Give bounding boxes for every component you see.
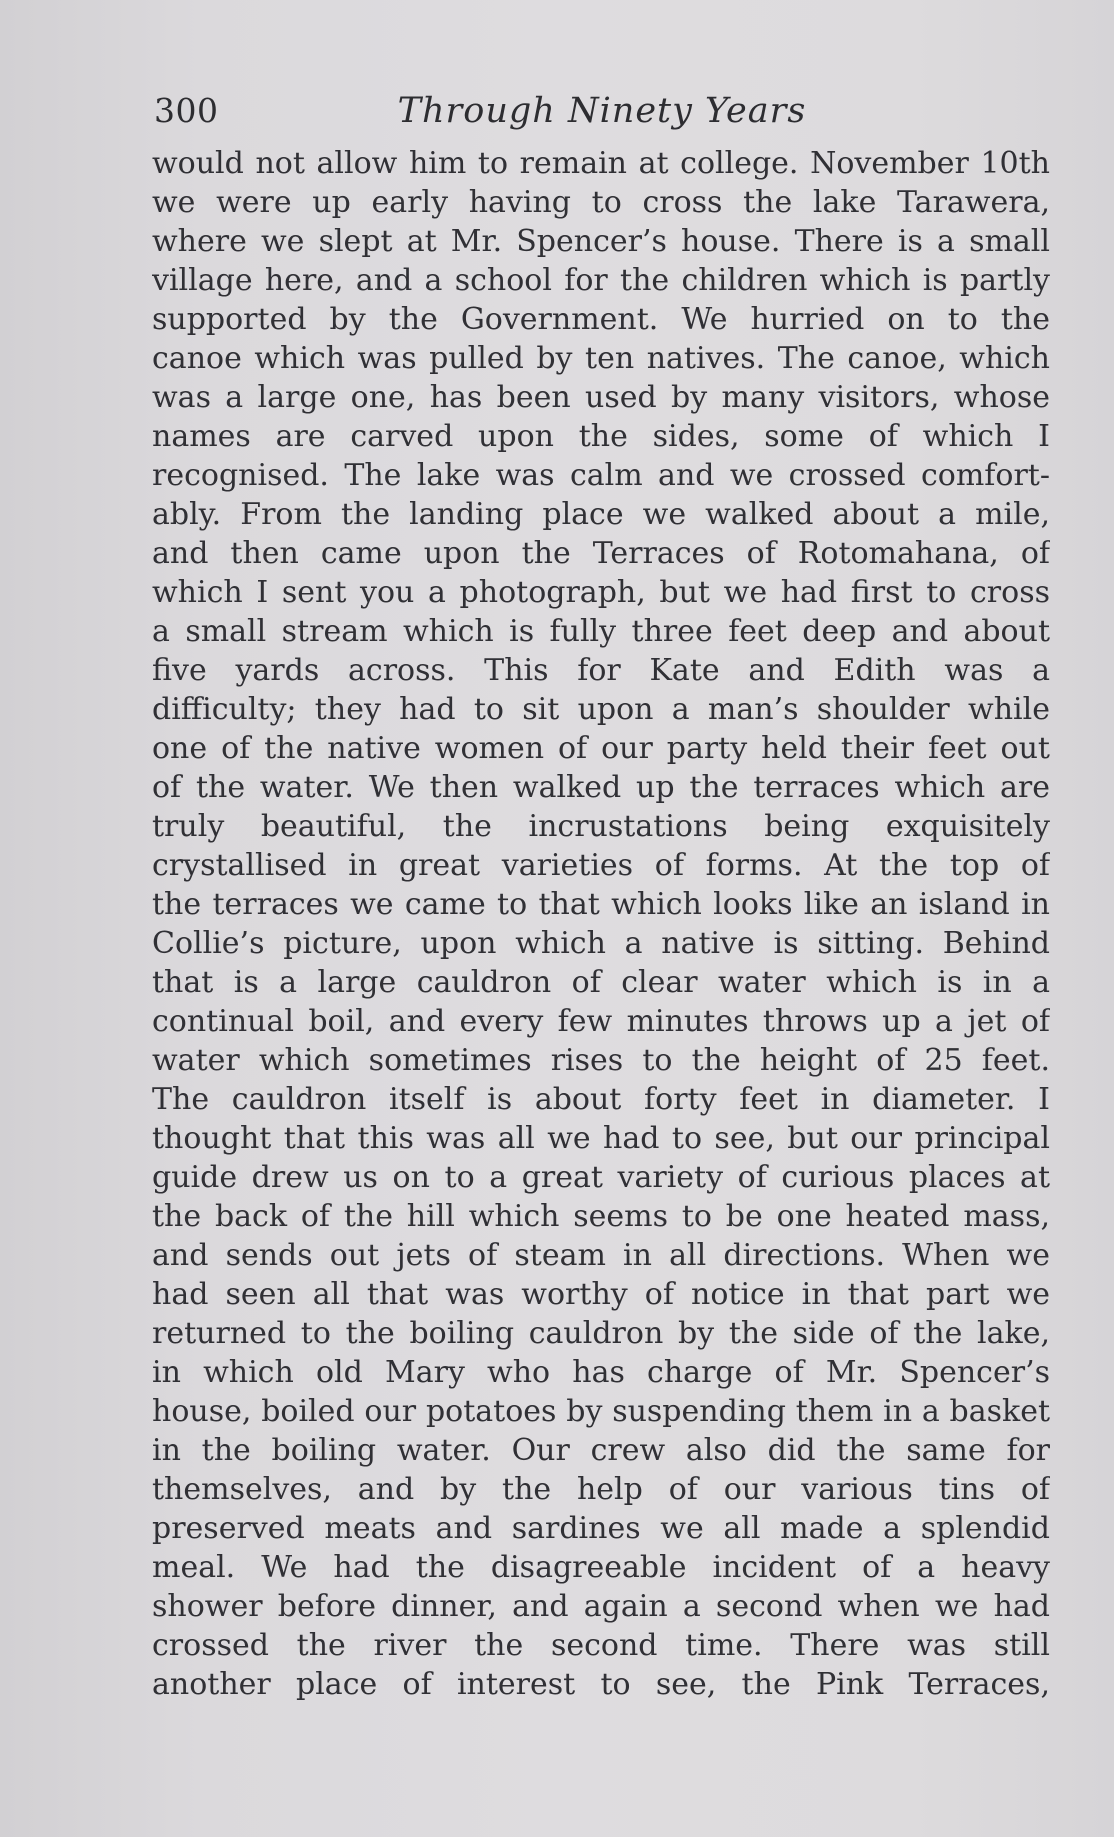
text-line: a small stream which is fully three feet deep and about (152, 614, 1050, 649)
text-line: truly beautiful, the incrustations being exquisitely (152, 809, 1050, 844)
text-line: water which sometimes rises to the height of 25 feet. (152, 1043, 1050, 1078)
text-line: crystallised in great varieties of forms. At the top of (152, 848, 1050, 883)
text-line: the back of the hill which seems to be one heated mass, (152, 1199, 1050, 1234)
text-line: returned to the boiling cauldron by the side of the lake, (152, 1316, 1050, 1351)
text-line: themselves, and by the help of our various tins of (152, 1472, 1050, 1507)
text-line: which I sent you a photograph, but we had first to cross (152, 575, 1050, 610)
text-line: house, boiled our potatoes by suspending them in a basket (152, 1394, 1050, 1429)
text-line: continual boil, and every few minutes throws up a jet of (152, 1004, 1050, 1039)
text-line: of the water. We then walked up the terraces which are (152, 770, 1050, 805)
running-title: Through Ninety Years (397, 91, 807, 131)
text-line: crossed the river the second time. There was still (152, 1628, 1050, 1663)
text-line: The cauldron itself is about forty feet in diameter. I (152, 1082, 1050, 1117)
text-line: had seen all that was worthy of notice in that part we (152, 1277, 1050, 1312)
text-line: one of the native women of our party held their feet out (152, 731, 1050, 766)
text-line: recognised. The lake was calm and we crossed comfort- (152, 458, 1050, 493)
text-line: thought that this was all we had to see, but our principal (152, 1121, 1050, 1156)
text-line: where we slept at Mr. Spencer’s house. There is a small (152, 224, 1050, 259)
text-line: in which old Mary who has charge of Mr. Spencer’s (152, 1355, 1050, 1390)
text-line: and then came upon the Terraces of Rotomahana, of (152, 536, 1050, 571)
text-line: and sends out jets of steam in all directions. When we (152, 1238, 1050, 1273)
text-line: would not allow him to remain at college. November 10th (152, 146, 1050, 181)
text-line: difficulty; they had to sit upon a man’s shoulder while (152, 692, 1050, 727)
text-line: guide drew us on to a great variety of curious places at (152, 1160, 1050, 1195)
text-line: village here, and a school for the children which is partly (152, 263, 1050, 298)
page-number: 300 (154, 91, 219, 130)
text-line: was a large one, has been used by many visitors, whose (152, 380, 1050, 415)
text-line: preserved meats and sardines we all made a splendid (152, 1511, 1050, 1546)
body-text (152, 144, 1050, 1704)
text-line: meal. We had the disagreeable incident of a heavy (152, 1550, 1050, 1585)
text-line: Collie’s picture, upon which a native is sitting. Behind (152, 926, 1050, 961)
text-line: supported by the Government. We hurried on to the (152, 302, 1050, 337)
text-line: shower before dinner, and again a second when we had (152, 1589, 1050, 1624)
page-header (154, 86, 1050, 136)
text-line: canoe which was pulled by ten natives. The canoe, which (152, 341, 1050, 376)
text-line: that is a large cauldron of clear water which is in a (152, 965, 1050, 1000)
text-line: five yards across. This for Kate and Edith was a (152, 653, 1050, 688)
text-line: in the boiling water. Our crew also did the same for (152, 1433, 1050, 1468)
text-line: we were up early having to cross the lake Tarawera, (152, 185, 1050, 220)
text-line: names are carved upon the sides, some of which I (152, 419, 1050, 454)
text-line: ably. From the landing place we walked about a mile, (152, 497, 1050, 532)
text-line: another place of interest to see, the Pink Terraces, (152, 1667, 1050, 1702)
text-line: the terraces we came to that which looks like an island in (152, 887, 1050, 922)
